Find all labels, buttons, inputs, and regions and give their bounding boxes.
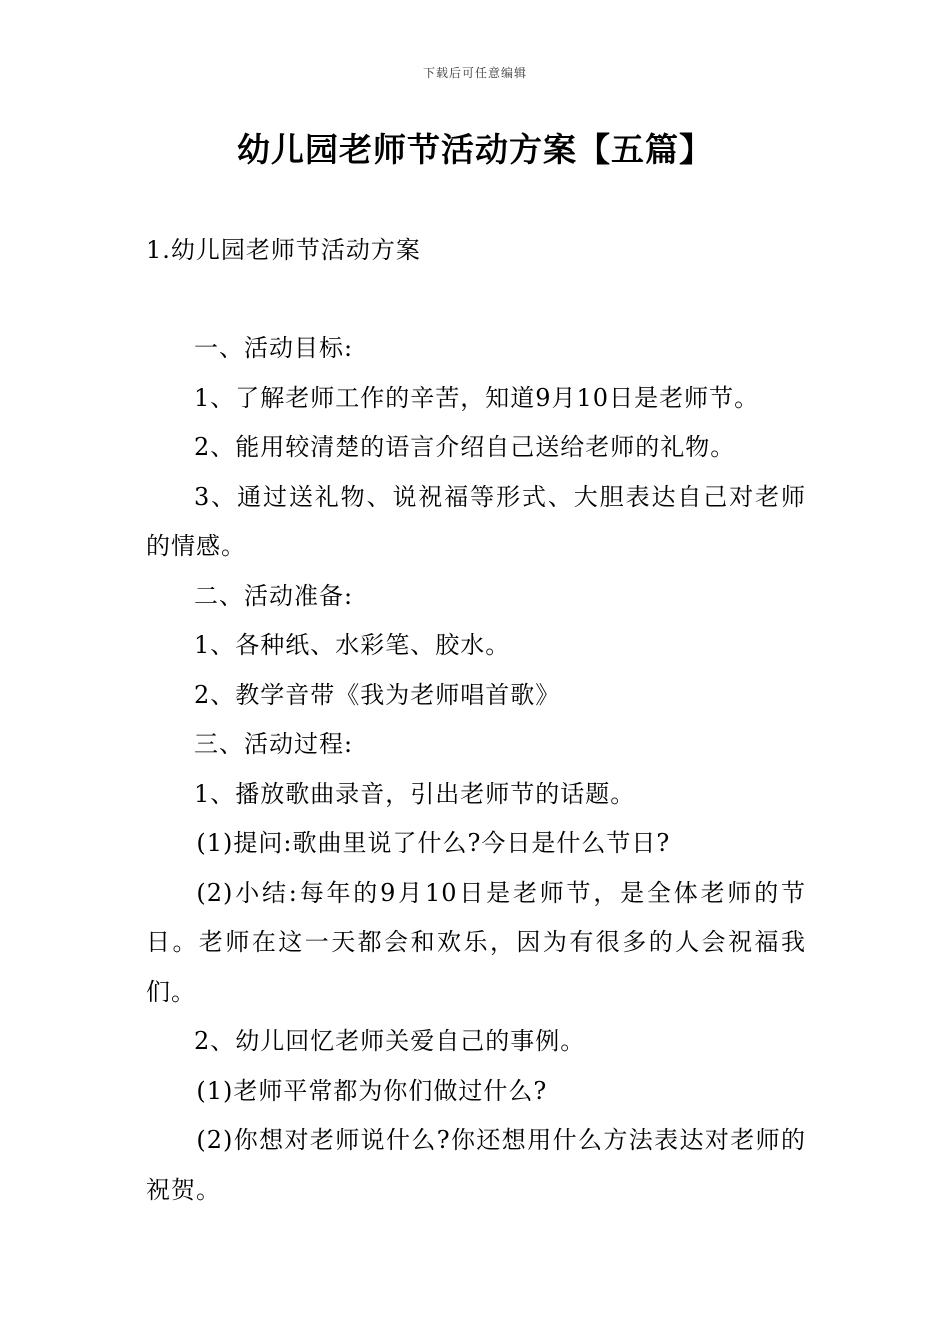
heading-preparation: 二、活动准备: — [194, 581, 354, 610]
paragraph: 1、各种纸、水彩笔、胶水。 — [194, 631, 511, 659]
heading-process: 三、活动过程: — [194, 730, 354, 758]
paragraph: (2)小结:每年的9月10日是老师节，是全体老师的节日。老师在这一天都会和欢乐，因为有很多的人会祝福我们。 — [146, 878, 806, 1006]
paragraph: 2、能用较清楚的语言介绍自己送给老师的礼物。 — [194, 433, 736, 461]
document-body — [146, 324, 806, 1215]
paragraph: 2、教学音带《我为老师唱首歌》 — [194, 680, 561, 709]
paragraph: (2)你想对老师说什么?你还想用什么方法表达对老师的祝贺。 — [146, 1126, 806, 1204]
paragraph: 1、了解老师工作的辛苦，知道9月10日是老师节。 — [194, 383, 760, 412]
paragraph: 2、幼儿回忆老师关爱自己的事例。 — [194, 1027, 586, 1055]
section-title: 1.幼儿园老师节活动方案 — [146, 236, 421, 264]
paragraph: (1)提问:歌曲里说了什么?今日是什么节日? — [196, 829, 671, 857]
header-note: 下载后可任意编辑 — [422, 66, 527, 80]
paragraph: (1)老师平常都为你们做过什么? — [196, 1076, 548, 1105]
paragraph: 3、通过送礼物、说祝福等形式、大胆表达自己对老师的情感。 — [146, 482, 806, 560]
paragraph: 1、播放歌曲录音，引出老师节的话题。 — [194, 779, 636, 808]
document-title: 幼儿园老师节活动方案【五篇】 — [237, 130, 713, 169]
heading-goals: 一、活动目标: — [194, 334, 354, 362]
